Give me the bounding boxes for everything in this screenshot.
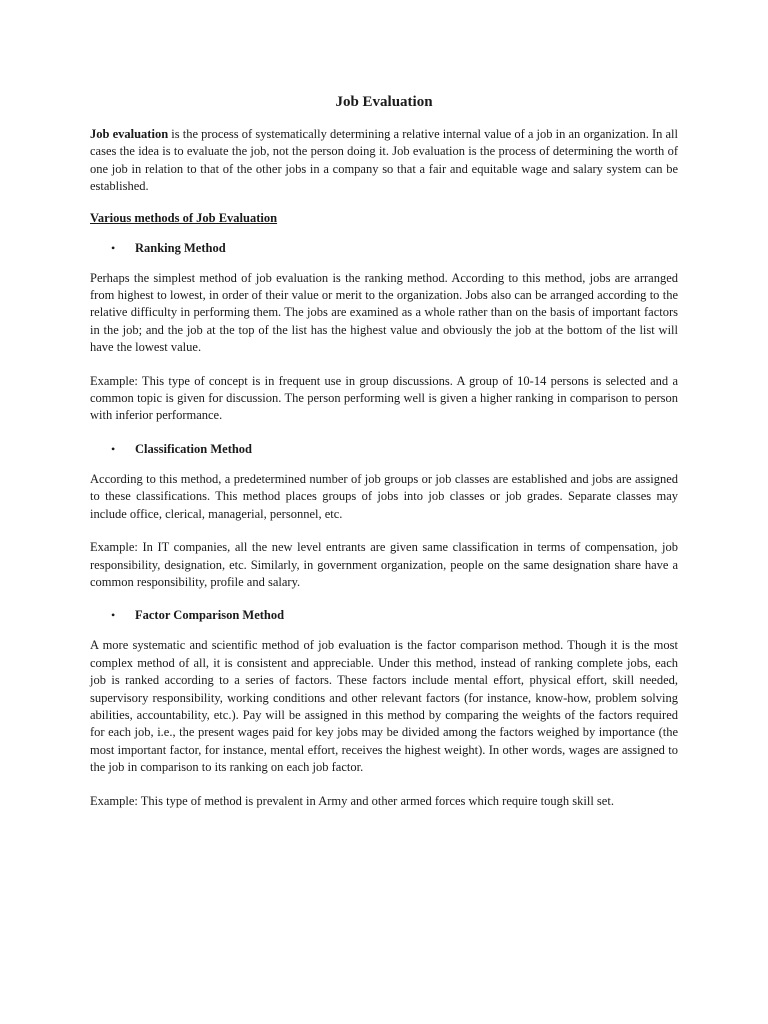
section-factor-comparison-method	[90, 607, 678, 810]
document-title: Job Evaluation	[335, 94, 433, 110]
section-classification-method	[90, 441, 678, 591]
bullet-item-factor-comparison	[90, 607, 678, 624]
bullet-icon: •	[111, 608, 116, 623]
section-body: A more systematic and scientific method of job evaluation is the factor comparison method. Though it is the most complex method of all, it is consistent and appreciable. Under this method, instead of ranking complete jobs, each job is ranked according to a series of factors. These factors include mental effort, physical effort, skill needed, supervisory responsibility, working conditions and other relevant factors (for instance, know-how, problem solving abilities, accountability, etc.). Pay will be assigned in this method by comparing the weights of the factors required for each job, i.e., the present wages paid for key jobs may be divided among the factors weighed by importance (the most important factor, for instance, mental effort, receives the highest weight). In other words, wages are assigned to the job in comparison to its ranking on each job factor.	[90, 638, 678, 775]
section-body: Perhaps the simplest method of job evaluation is the ranking method. According to this method, jobs are arranged from highest to lowest, in order of their value or merit to the organization. Jobs also can be arranged according to the relative difficulty in performing them. The jobs are examined as a whole rather than on the basis of important factors in the job; and the job at the top of the list has the highest value and obviously the job at the bottom of the list will have the lowest value.	[90, 270, 678, 355]
section-example: Example: This type of concept is in frequent use in group discussions. A group of 10-14 persons is selected and a common topic is given for discussion. The person performing well is given a higher ranking in comparison to person with inferior performance.	[90, 373, 678, 423]
section-label: Ranking Method	[135, 240, 226, 255]
section-example: Example: In IT companies, all the new level entrants are given same classification in terms of compensation, job responsibility, designation, etc. Similarly, in government organization, people on the same designation share have a common responsibility, profile and salary.	[90, 540, 678, 589]
intro-text: is the process of systematically determining a relative internal value of a job in an organization. In all cases the idea is to evaluate the job, not the person doing it. Job evaluation is the process of determining the worth of one job in relation to that of the other jobs in a company so that a fair and equitable wage and salary system can be established.	[90, 127, 678, 194]
intro-paragraph	[90, 126, 678, 196]
section-example: Example: This type of method is prevalent in Army and other armed forces which require tough skill set.	[90, 793, 614, 808]
methods-heading: Various methods of Job Evaluation	[90, 210, 278, 225]
intro-lead-term: Job evaluation	[90, 127, 169, 141]
section-body: According to this method, a predetermined number of job groups or job classes are established and jobs are assigned to these classifications. This method places groups of jobs into job classes or job grades. Separate classes may include office, clerical, managerial, personnel, etc.	[90, 471, 678, 521]
section-label: Factor Comparison Method	[135, 608, 285, 623]
bullet-icon: •	[111, 441, 116, 456]
section-ranking-method	[90, 240, 678, 425]
bullet-icon: •	[111, 240, 116, 255]
document-page	[90, 92, 678, 826]
bullet-item-classification	[90, 441, 678, 458]
bullet-item-ranking	[90, 240, 678, 257]
section-label: Classification Method	[135, 441, 253, 456]
